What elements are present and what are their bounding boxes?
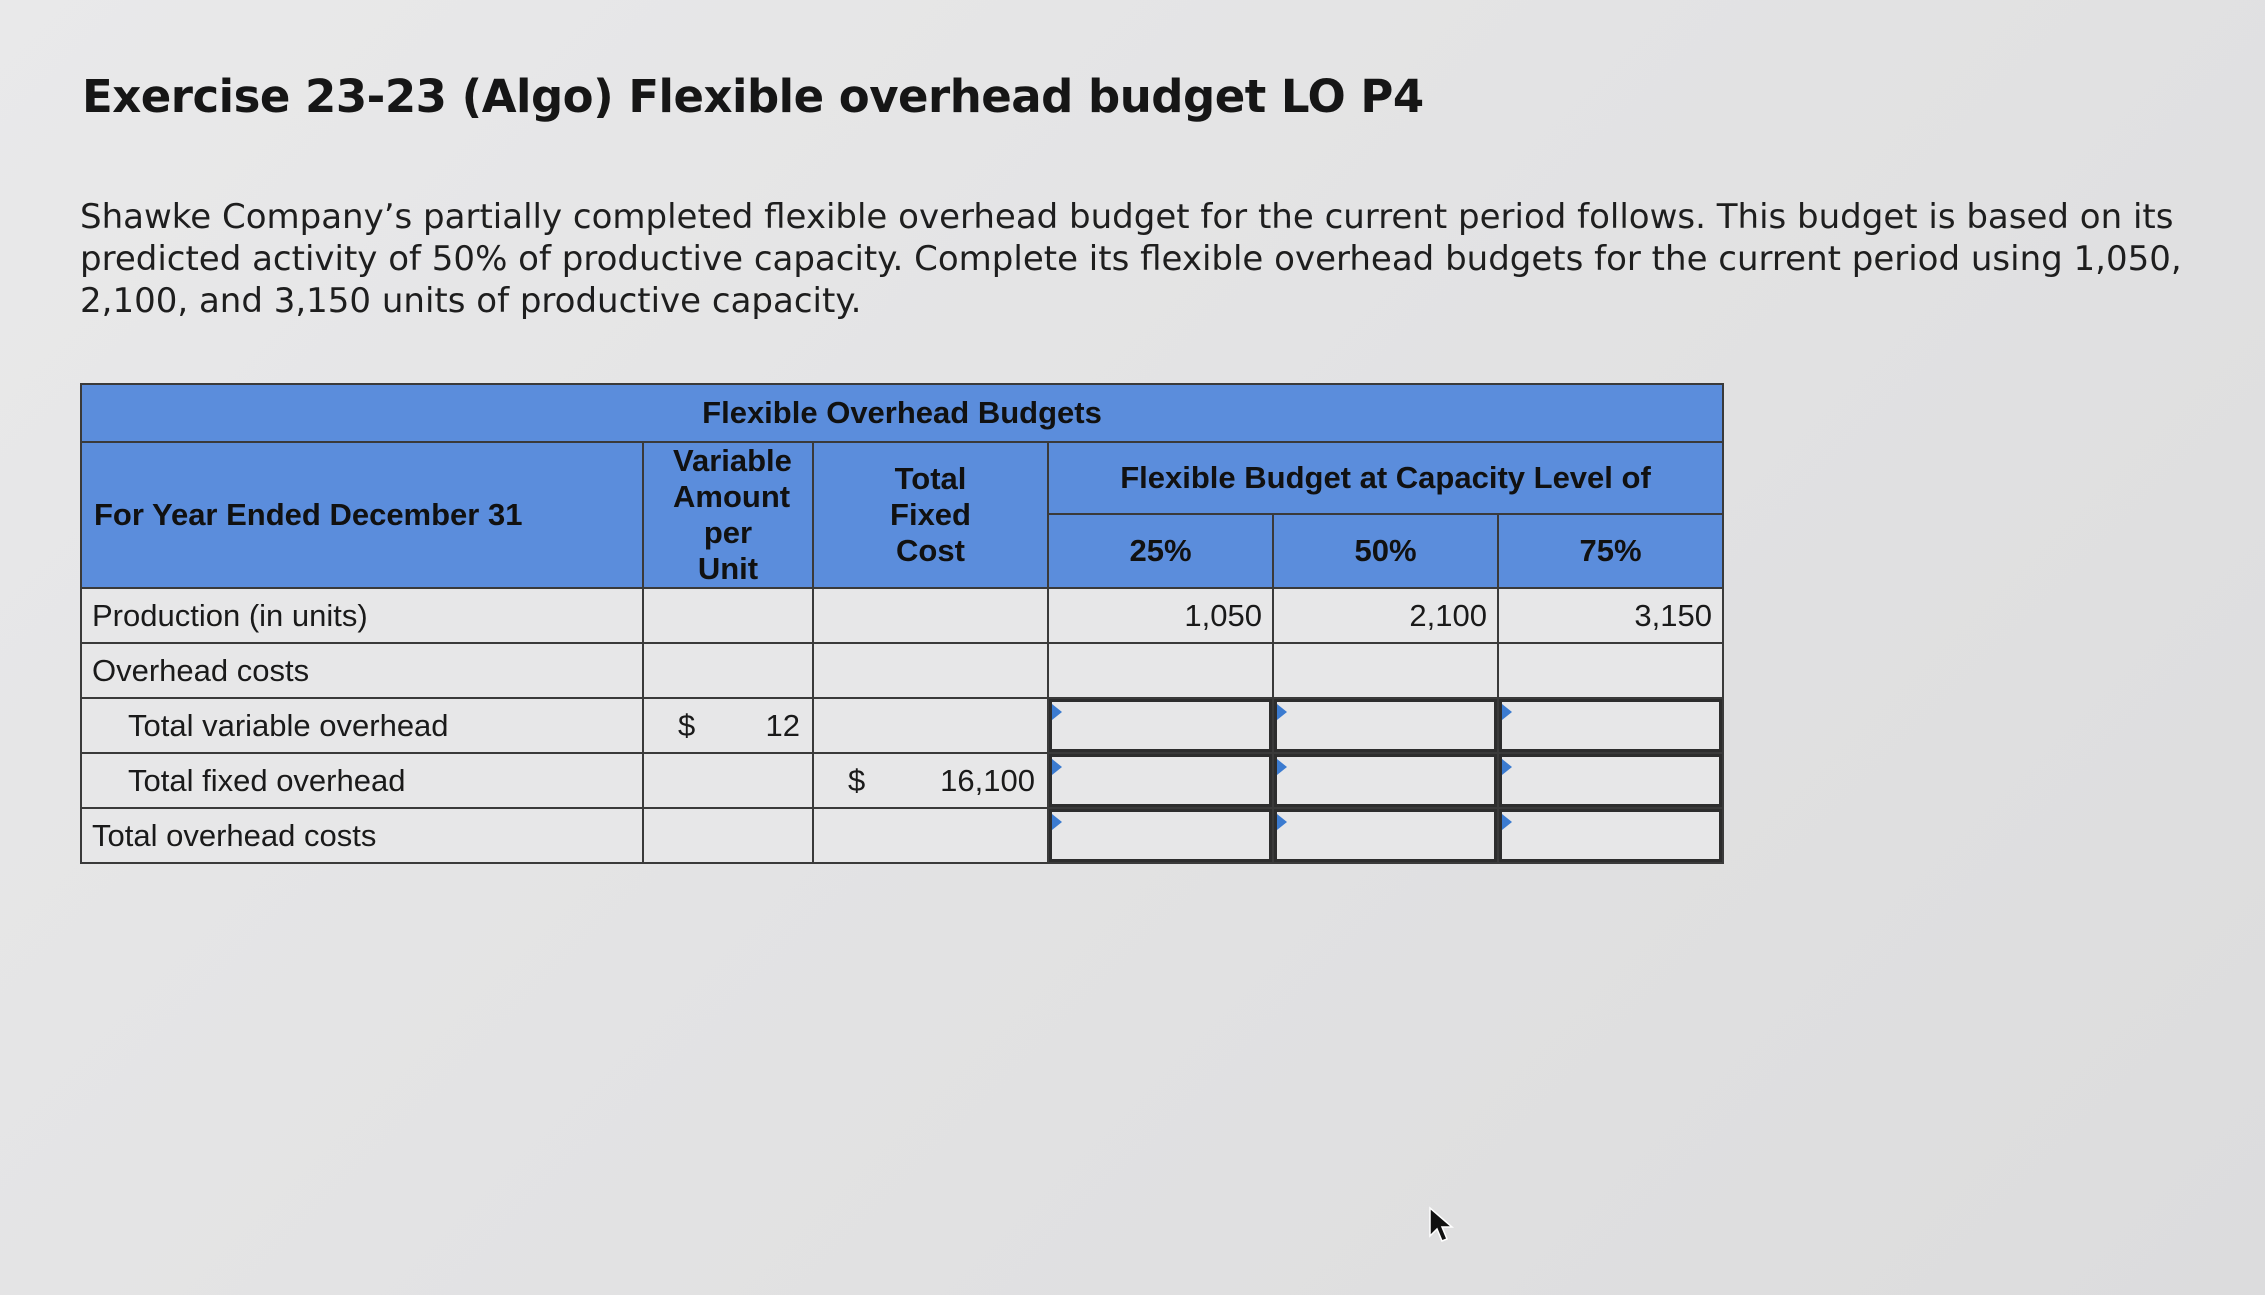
- table-row: [81, 588, 1723, 643]
- total-fixed-cost-value: 16,100: [940, 762, 1035, 798]
- empty-cell: [813, 698, 1048, 753]
- variable-per-unit-cell: [643, 698, 813, 753]
- production-units-75: 3,150: [1498, 588, 1723, 643]
- exercise-instructions: Shawke Company’s partially completed flexible overhead budget for the current period follows. This budget is based on its predicted activity of 50% of productive capacity. Complete its flexible overhead budgets for the current period using 1,050, 2,100, and 3,150 units of productive capacity.: [80, 197, 2182, 321]
- level-75-header: 75%: [1498, 514, 1723, 588]
- total-fixed-cost-header: Total Fixed Cost: [813, 442, 1048, 588]
- empty-cell: [1498, 643, 1723, 698]
- fixed-overhead-75-input[interactable]: [1499, 754, 1722, 807]
- production-label: Production (in units): [81, 588, 643, 643]
- currency-symbol: $: [678, 707, 696, 743]
- table-row: [81, 753, 1723, 808]
- variable-overhead-25-input[interactable]: [1049, 699, 1272, 752]
- total-fixed-cost-cell: [813, 753, 1048, 808]
- empty-cell: [1273, 643, 1498, 698]
- overhead-costs-label: Overhead costs: [81, 643, 643, 698]
- fixed-overhead-50-input[interactable]: [1274, 754, 1497, 807]
- exercise-title: Exercise 23-23 (Algo) Flexible overhead budget LO P4: [82, 70, 1424, 123]
- table-row: [81, 698, 1723, 753]
- variable-overhead-label: Total variable overhead: [81, 698, 643, 753]
- fixed-overhead-25-input[interactable]: [1049, 754, 1272, 807]
- capacity-level-header: Flexible Budget at Capacity Level of: [1048, 442, 1723, 514]
- flexible-overhead-budget-table: [80, 383, 1724, 864]
- level-25-header: 25%: [1048, 514, 1273, 588]
- table-row: [81, 808, 1723, 863]
- empty-cell: [813, 808, 1048, 863]
- production-units-50: 2,100: [1273, 588, 1498, 643]
- variable-overhead-75-input[interactable]: [1499, 699, 1722, 752]
- fixed-overhead-label: Total fixed overhead: [81, 753, 643, 808]
- currency-symbol: $: [848, 762, 866, 798]
- total-overhead-50-input[interactable]: [1274, 809, 1497, 862]
- empty-cell: [643, 808, 813, 863]
- table-caption: Flexible Overhead Budgets: [81, 384, 1723, 442]
- variable-overhead-50-input[interactable]: [1274, 699, 1497, 752]
- empty-cell: [813, 643, 1048, 698]
- period-header: For Year Ended December 31: [81, 442, 643, 588]
- mouse-pointer-icon: [1428, 1206, 1456, 1246]
- variable-per-unit-value: 12: [765, 707, 800, 743]
- empty-cell: [643, 643, 813, 698]
- table-row: [81, 643, 1723, 698]
- total-overhead-75-input[interactable]: [1499, 809, 1722, 862]
- level-50-header: 50%: [1273, 514, 1498, 588]
- total-overhead-25-input[interactable]: [1049, 809, 1272, 862]
- production-units-25: 1,050: [1048, 588, 1273, 643]
- total-overhead-label: Total overhead costs: [81, 808, 643, 863]
- empty-cell: [643, 588, 813, 643]
- empty-cell: [1048, 643, 1273, 698]
- empty-cell: [643, 753, 813, 808]
- empty-cell: [813, 588, 1048, 643]
- variable-amount-header: Variable Amount per Unit: [643, 442, 813, 588]
